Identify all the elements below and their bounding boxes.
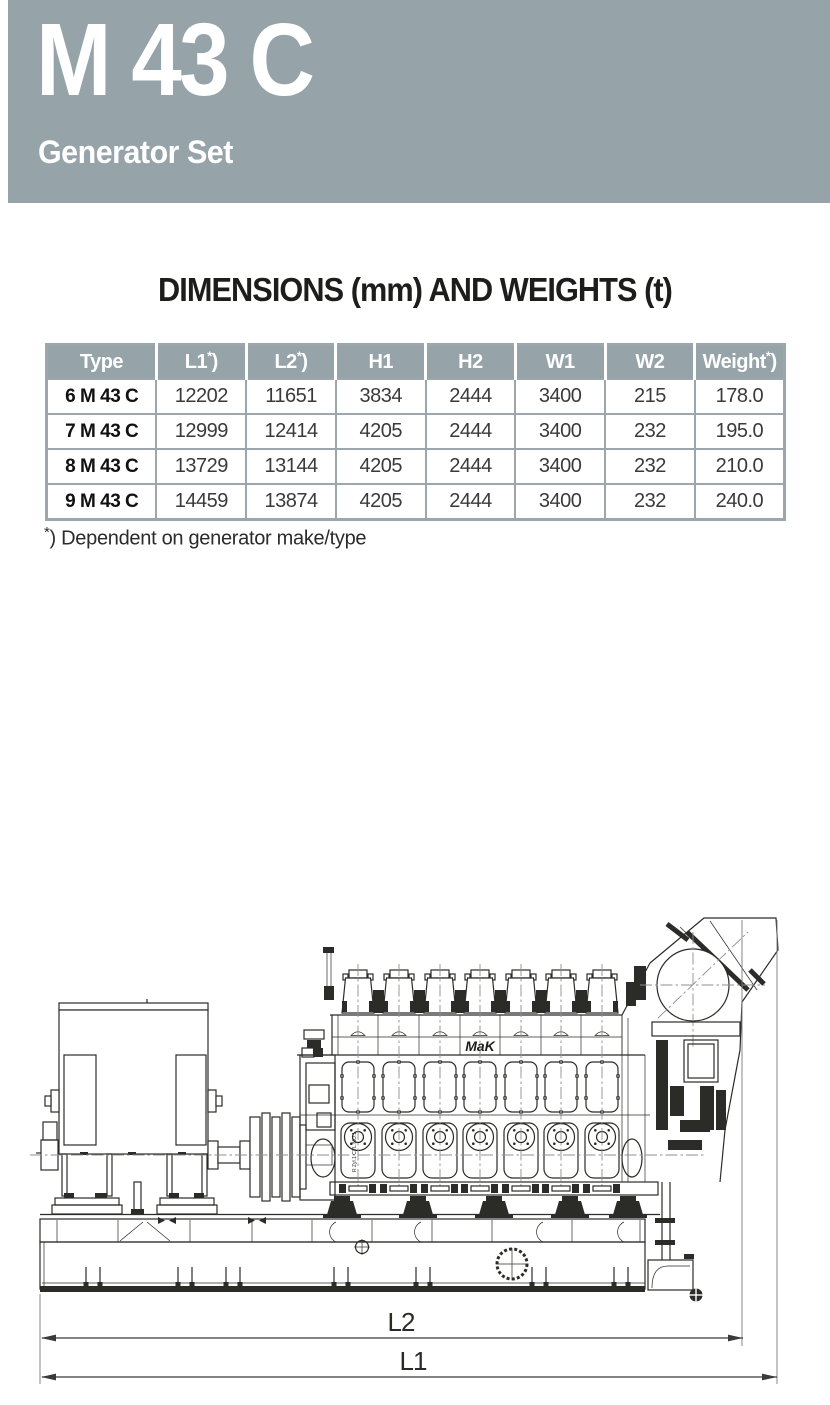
cell-weight: 195.0 <box>695 414 785 449</box>
cell-l1: 12999 <box>156 414 246 449</box>
cell-w2: 215 <box>605 379 695 414</box>
cell-h1: 4205 <box>336 449 426 484</box>
dim-label-l2: L2 <box>387 1307 415 1337</box>
cell-h2: 2444 <box>426 379 516 414</box>
cell-h2: 2444 <box>426 449 516 484</box>
page-title: M 43 C <box>36 2 313 117</box>
col-header-w1: W1 <box>515 345 605 380</box>
cell-w1: 3400 <box>515 484 605 520</box>
cell-l1: 13729 <box>156 449 246 484</box>
cell-w1: 3400 <box>515 379 605 414</box>
cell-w2: 232 <box>605 449 695 484</box>
header-band <box>8 0 830 203</box>
table-row <box>47 379 785 414</box>
table-footnote: *) Dependent on generator make/type <box>44 524 367 550</box>
cell-w1: 3400 <box>515 449 605 484</box>
table-row <box>47 484 785 520</box>
table-row <box>47 449 785 484</box>
cell-type: 7 M 43 C <box>47 414 157 449</box>
dimensions-table-wrap <box>45 343 786 521</box>
cell-l2: 11651 <box>246 379 336 414</box>
cell-w2: 232 <box>605 484 695 520</box>
cell-h1: 4205 <box>336 414 426 449</box>
table-row <box>47 414 785 449</box>
engine <box>297 947 658 1218</box>
col-header-h1: H1 <box>336 345 426 380</box>
cell-l1: 12202 <box>156 379 246 414</box>
col-header-l1: L1*) <box>156 345 246 380</box>
cell-weight: 240.0 <box>695 484 785 520</box>
cell-w1: 3400 <box>515 414 605 449</box>
mak-logo: MaK <box>465 1038 495 1054</box>
coupling-flywheel <box>208 1113 332 1201</box>
cell-l1: 14459 <box>156 484 246 520</box>
section-title: DIMENSIONS (mm) AND WEIGHTS (t) <box>158 271 672 308</box>
cell-type: 8 M 43 C <box>47 449 157 484</box>
cell-h1: 3834 <box>336 379 426 414</box>
cell-w2: 232 <box>605 414 695 449</box>
cell-l2: 13874 <box>246 484 336 520</box>
col-header-type: Type <box>47 345 157 380</box>
col-header-h2: H2 <box>426 345 516 380</box>
cell-type: 6 M 43 C <box>47 379 157 414</box>
table-header-row <box>47 345 785 380</box>
dimensions-table <box>45 343 786 521</box>
generator <box>36 999 222 1215</box>
footnote-star: * <box>44 524 50 541</box>
generator-set-drawing <box>0 890 830 1405</box>
cell-weight: 178.0 <box>695 379 785 414</box>
col-header-w2: W2 <box>605 345 695 380</box>
page-subtitle: Generator Set <box>38 134 233 170</box>
cylinder-one-note: R Zyl.1 CYL.NO.1 <box>352 1131 358 1172</box>
dim-label-l1: L1 <box>399 1346 427 1376</box>
cell-h2: 2444 <box>426 484 516 520</box>
col-header-weight: Weight*) <box>695 345 785 380</box>
cell-h2: 2444 <box>426 414 516 449</box>
baseframe <box>40 1215 660 1293</box>
cell-type: 9 M 43 C <box>47 484 157 520</box>
cell-weight: 210.0 <box>695 449 785 484</box>
cell-l2: 12414 <box>246 414 336 449</box>
cell-l2: 13144 <box>246 449 336 484</box>
cell-h1: 4205 <box>336 484 426 520</box>
col-header-l2: L2*) <box>246 345 336 380</box>
